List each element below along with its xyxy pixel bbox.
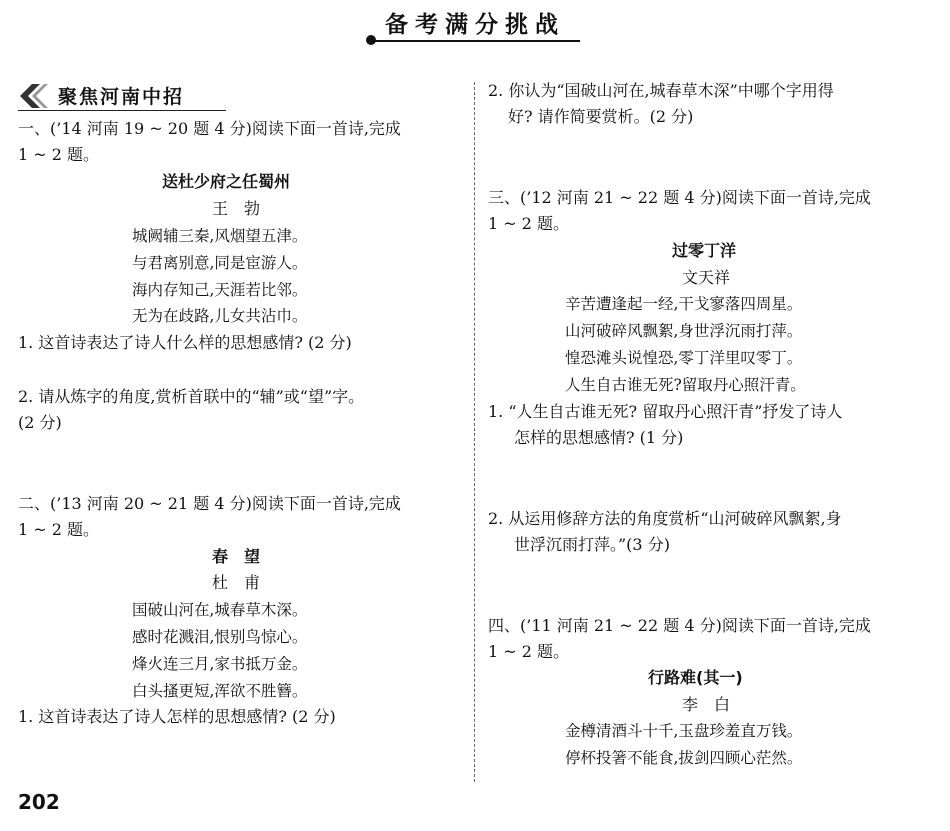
s3-question-2-line1: 2. 从运用修辞方法的角度赏析“山河破碎风飘絮,身 xyxy=(488,509,842,528)
s2-verse-2: 感时花溅泪,恨别鸟惊心。 xyxy=(132,628,308,646)
chevron-badge-icon xyxy=(18,84,48,108)
s3-poem-title: 过零丁洋 xyxy=(672,241,737,260)
s2-poem-title: 春 望 xyxy=(212,547,261,566)
s3-verse-4: 人生自古谁无死?留取丹心照汗青。 xyxy=(565,376,806,394)
column-divider xyxy=(474,82,475,782)
s3-verse-2: 山河破碎风飘絮,身世浮沉雨打萍。 xyxy=(565,322,803,340)
header-underline xyxy=(368,40,580,42)
s2-question-1: 1. 这首诗表达了诗人怎样的思想感情? (2 分) xyxy=(18,707,336,726)
s3-intro-line2: 1 ~ 2 题。 xyxy=(488,214,570,233)
s3-question-2-line2: 世浮沉雨打萍。”(3 分) xyxy=(514,535,670,554)
s4-intro-line1: 四、(’11 河南 21 ~ 22 题 4 分)阅读下面一首诗,完成 xyxy=(488,616,871,635)
s2-question-2-line2: 好? 请作简要赏析。(2 分) xyxy=(508,107,694,126)
page-number: 202 xyxy=(18,790,60,814)
s4-poem-title: 行路难(其一) xyxy=(648,668,743,687)
s3-verse-1: 辛苦遭逢起一经,干戈寥落四周星。 xyxy=(565,295,803,313)
s3-intro-line1: 三、(’12 河南 21 ~ 22 题 4 分)阅读下面一首诗,完成 xyxy=(488,188,871,207)
s3-poem-author: 文天祥 xyxy=(682,268,731,287)
s2-intro-line1: 二、(’13 河南 20 ~ 21 题 4 分)阅读下面一首诗,完成 xyxy=(18,494,401,513)
section-tag xyxy=(18,80,226,111)
s2-intro-line2: 1 ~ 2 题。 xyxy=(18,520,100,539)
s4-verse-2: 停杯投箸不能食,拔剑四顾心茫然。 xyxy=(565,749,803,767)
s2-verse-3: 烽火连三月,家书抵万金。 xyxy=(132,655,308,673)
s2-question-2-line1: 2. 你认为“国破山河在,城春草木深”中哪个字用得 xyxy=(488,81,834,100)
s3-question-1-line2: 怎样的思想感情? (1 分) xyxy=(514,428,684,447)
s1-poem-author: 王 勃 xyxy=(212,199,261,218)
s3-verse-3: 惶恐滩头说惶恐,零丁洋里叹零丁。 xyxy=(565,349,803,367)
s4-intro-line2: 1 ~ 2 题。 xyxy=(488,642,570,661)
s1-verse-4: 无为在歧路,儿女共沾巾。 xyxy=(132,307,308,325)
s1-verse-2: 与君离别意,同是宦游人。 xyxy=(132,254,308,272)
page-header-title: 备考满分挑战 xyxy=(385,12,565,38)
s1-question-2-line1: 2. 请从炼字的角度,赏析首联中的“辅”或“望”字。 xyxy=(18,387,365,406)
s3-question-1-line1: 1. “人生自古谁无死? 留取丹心照汗青”抒发了诗人 xyxy=(488,402,843,421)
s1-intro-line2: 1 ~ 2 题。 xyxy=(18,145,100,164)
s2-poem-author: 杜 甫 xyxy=(212,573,261,592)
s2-verse-4: 白头搔更短,浑欲不胜簪。 xyxy=(132,682,308,700)
s4-poem-author: 李 白 xyxy=(682,695,731,714)
s1-question-2-line2: (2 分) xyxy=(18,413,62,432)
s1-intro-line1: 一、(’14 河南 19 ~ 20 题 4 分)阅读下面一首诗,完成 xyxy=(18,119,401,138)
s1-verse-3: 海内存知己,天涯若比邻。 xyxy=(132,281,308,299)
s4-verse-1: 金樽清酒斗十千,玉盘珍羞直万钱。 xyxy=(565,722,803,740)
s1-verse-1: 城阙辅三秦,风烟望五津。 xyxy=(132,227,308,245)
section-tag-label: 聚焦河南中招 xyxy=(58,86,185,108)
s1-poem-title: 送杜少府之任蜀州 xyxy=(162,172,291,191)
s2-verse-1: 国破山河在,城春草木深。 xyxy=(132,601,308,619)
s1-question-1: 1. 这首诗表达了诗人什么样的思想感情? (2 分) xyxy=(18,333,352,352)
